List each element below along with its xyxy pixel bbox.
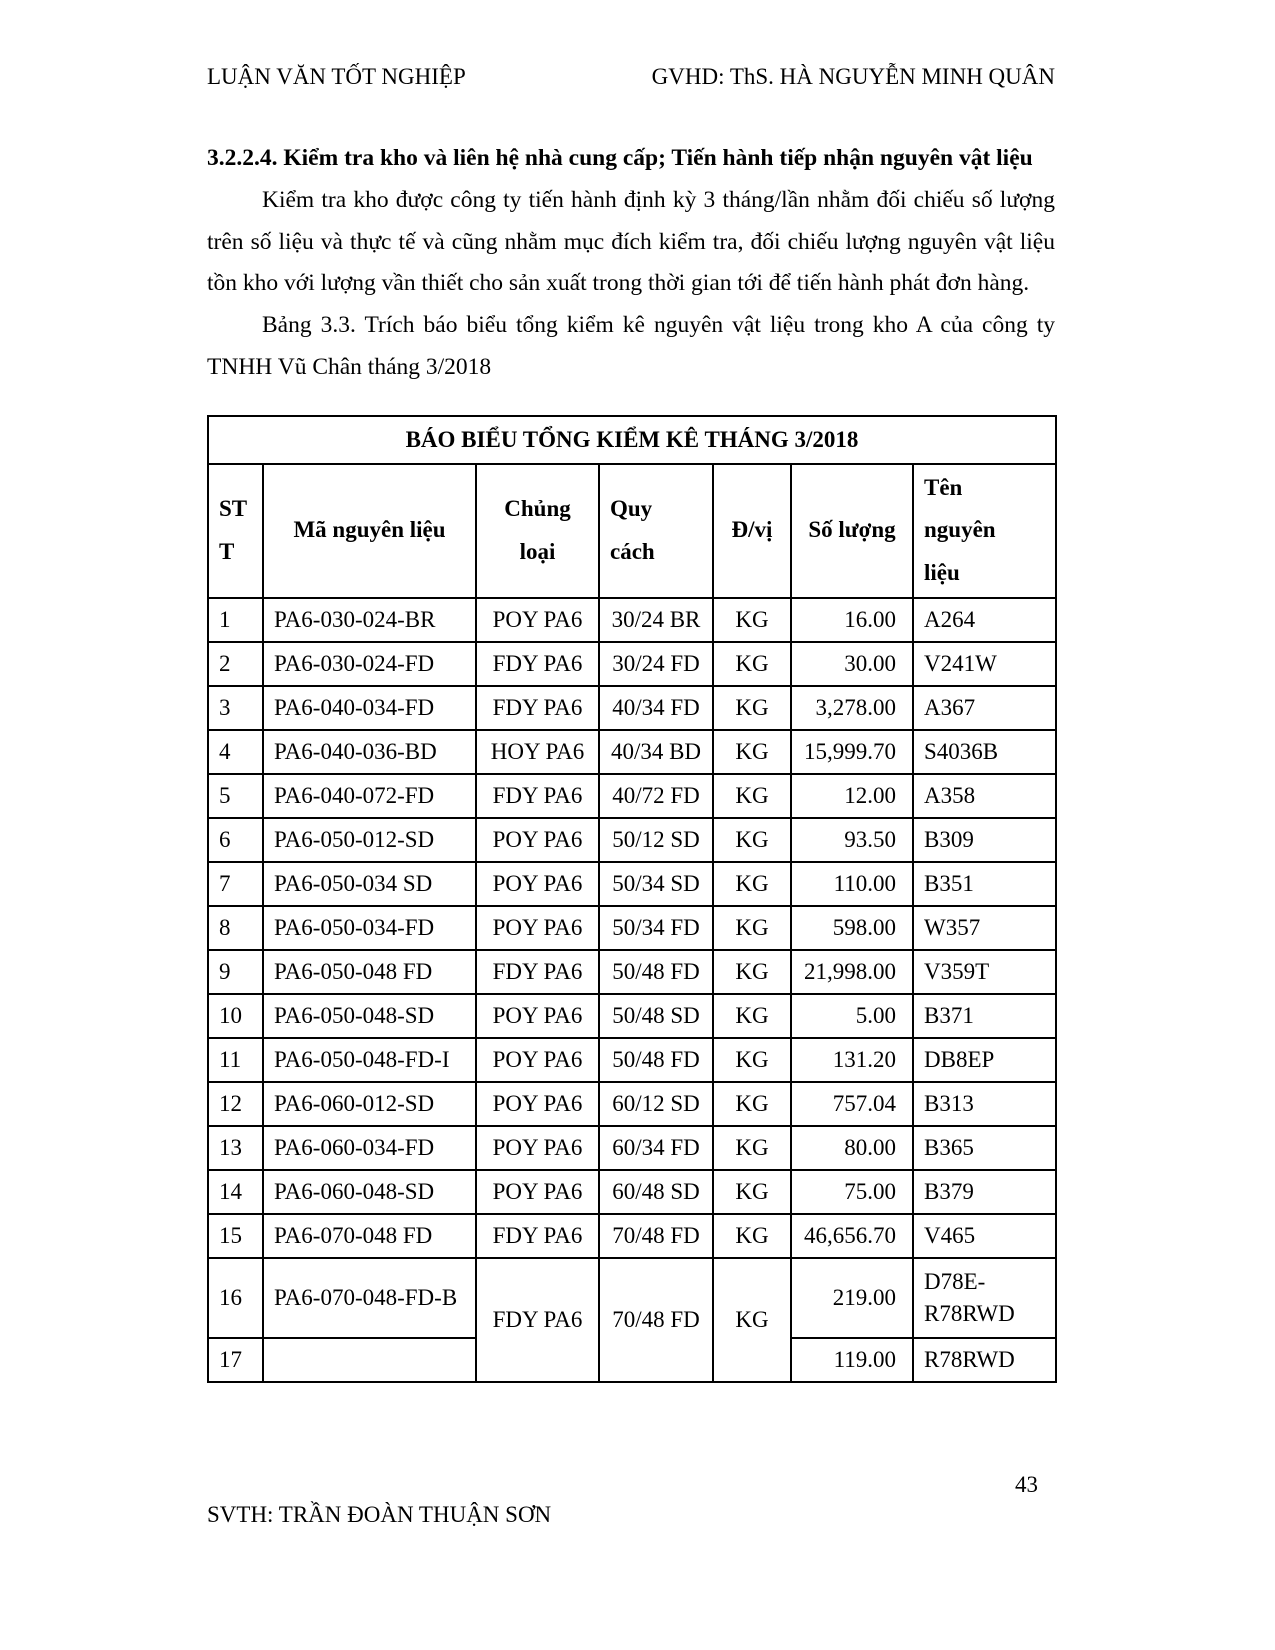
cell-soluong: 21,998.00 <box>791 950 913 994</box>
cell-ten: B365 <box>913 1126 1056 1170</box>
cell-soluong: 16.00 <box>791 598 913 642</box>
cell-quy: 60/48 SD <box>599 1170 713 1214</box>
cell-dvi: KG <box>713 730 791 774</box>
cell-chung: FDY PA6 <box>476 1258 599 1382</box>
cell-stt: 6 <box>208 818 263 862</box>
table-row <box>208 862 1056 906</box>
cell-dvi: KG <box>713 686 791 730</box>
table-row <box>208 1170 1056 1214</box>
cell-dvi: KG <box>713 950 791 994</box>
table-row <box>208 1126 1056 1170</box>
cell-chung: FDY PA6 <box>476 950 599 994</box>
cell-stt: 1 <box>208 598 263 642</box>
cell-dvi: KG <box>713 774 791 818</box>
cell-dvi: KG <box>713 1038 791 1082</box>
cell-ten: W357 <box>913 906 1056 950</box>
table-row <box>208 774 1056 818</box>
cell-ten: V359T <box>913 950 1056 994</box>
column-header-ten-nguyen-lieu-label: Tên nguyên liệu <box>924 474 996 585</box>
cell-quy: 40/34 FD <box>599 686 713 730</box>
cell-ten: V241W <box>913 642 1056 686</box>
cell-ma: PA6-050-034 SD <box>263 862 476 906</box>
table-row <box>208 818 1056 862</box>
cell-ten: DB8EP <box>913 1038 1056 1082</box>
inventory-table <box>207 415 1057 1383</box>
cell-ten: S4036B <box>913 730 1056 774</box>
cell-ma: PA6-070-048 FD <box>263 1214 476 1258</box>
cell-dvi: KG <box>713 1082 791 1126</box>
section-heading: 3.2.2.4. Kiểm tra kho và liên hệ nhà cung cấp; Tiến hành tiếp nhận nguyên vật liệu <box>207 144 1033 171</box>
table-row <box>208 994 1056 1038</box>
cell-dvi: KG <box>713 994 791 1038</box>
cell-ma: PA6-040-036-BD <box>263 730 476 774</box>
cell-quy: 70/48 FD <box>599 1214 713 1258</box>
cell-ma: PA6-030-024-BR <box>263 598 476 642</box>
cell-soluong: 75.00 <box>791 1170 913 1214</box>
cell-stt: 15 <box>208 1214 263 1258</box>
cell-stt: 16 <box>208 1258 263 1338</box>
cell-ma: PA6-050-048-FD-I <box>263 1038 476 1082</box>
cell-ten: A264 <box>913 598 1056 642</box>
cell-chung: POY PA6 <box>476 1082 599 1126</box>
cell-quy: 50/48 SD <box>599 994 713 1038</box>
cell-ten: D78E-R78RWD <box>913 1258 1056 1338</box>
cell-chung: FDY PA6 <box>476 774 599 818</box>
cell-ma: PA6-050-048 FD <box>263 950 476 994</box>
cell-ma: PA6-040-072-FD <box>263 774 476 818</box>
cell-soluong: 219.00 <box>791 1258 913 1338</box>
column-header-quy-cach: Quy cách <box>599 464 713 598</box>
cell-stt: 4 <box>208 730 263 774</box>
column-header-don-vi: Đ/vị <box>713 464 791 598</box>
header-right: GVHD: ThS. HÀ NGUYỄN MINH QUÂN <box>651 64 1055 89</box>
cell-soluong: 119.00 <box>791 1338 913 1382</box>
cell-chung: POY PA6 <box>476 1038 599 1082</box>
column-header-ten-nguyen-lieu <box>913 464 1056 598</box>
cell-ma: PA6-040-034-FD <box>263 686 476 730</box>
cell-chung: POY PA6 <box>476 598 599 642</box>
cell-quy: 60/34 FD <box>599 1126 713 1170</box>
table-row <box>208 1082 1056 1126</box>
cell-ma: PA6-060-012-SD <box>263 1082 476 1126</box>
column-header-ma-nguyen-lieu: Mã nguyên liệu <box>263 464 476 598</box>
cell-soluong: 93.50 <box>791 818 913 862</box>
cell-stt: 13 <box>208 1126 263 1170</box>
cell-stt: 10 <box>208 994 263 1038</box>
footer-svth: SVTH: TRẦN ĐOÀN THUẬN SƠN <box>207 1502 552 1527</box>
cell-ma: PA6-050-012-SD <box>263 818 476 862</box>
cell-dvi: KG <box>713 1170 791 1214</box>
table-row <box>208 642 1056 686</box>
table-row <box>208 730 1056 774</box>
cell-soluong: 110.00 <box>791 862 913 906</box>
cell-chung: POY PA6 <box>476 862 599 906</box>
table-caption: Bảng 3.3. Trích báo biểu tổng kiểm kê nguyên vật liệu trong kho A của công ty TNHH Vũ Chân tháng 3/2018 <box>207 312 1055 381</box>
table-header-row <box>208 464 1056 598</box>
cell-soluong: 131.20 <box>791 1038 913 1082</box>
cell-chung: FDY PA6 <box>476 686 599 730</box>
cell-ma: PA6-050-048-SD <box>263 994 476 1038</box>
cell-ma: PA6-050-034-FD <box>263 906 476 950</box>
cell-stt: 3 <box>208 686 263 730</box>
cell-chung: POY PA6 <box>476 1126 599 1170</box>
cell-ten: B351 <box>913 862 1056 906</box>
cell-dvi: KG <box>713 642 791 686</box>
inventory-table-body <box>208 598 1056 1382</box>
cell-quy: 50/34 SD <box>599 862 713 906</box>
cell-quy: 50/34 FD <box>599 906 713 950</box>
column-header-so-luong: Số lượng <box>791 464 913 598</box>
cell-ten: A358 <box>913 774 1056 818</box>
page-number: 43 <box>1015 1472 1038 1497</box>
cell-quy: 50/48 FD <box>599 950 713 994</box>
table-title-row <box>208 416 1056 464</box>
cell-soluong: 3,278.00 <box>791 686 913 730</box>
table-row <box>208 950 1056 994</box>
cell-chung: FDY PA6 <box>476 642 599 686</box>
cell-dvi: KG <box>713 906 791 950</box>
cell-stt: 5 <box>208 774 263 818</box>
cell-ma <box>263 1338 476 1382</box>
cell-chung: FDY PA6 <box>476 1214 599 1258</box>
cell-quy: 70/48 FD <box>599 1258 713 1382</box>
cell-soluong: 598.00 <box>791 906 913 950</box>
cell-quy: 50/12 SD <box>599 818 713 862</box>
cell-ten: B313 <box>913 1082 1056 1126</box>
cell-chung: POY PA6 <box>476 818 599 862</box>
cell-stt: 17 <box>208 1338 263 1382</box>
cell-quy: 30/24 BR <box>599 598 713 642</box>
cell-dvi: KG <box>713 862 791 906</box>
cell-stt: 12 <box>208 1082 263 1126</box>
cell-stt: 14 <box>208 1170 263 1214</box>
column-header-stt: STT <box>208 464 263 598</box>
cell-ma: PA6-030-024-FD <box>263 642 476 686</box>
header-left: LUẬN VĂN TỐT NGHIỆP <box>207 64 466 89</box>
cell-ma: PA6-060-034-FD <box>263 1126 476 1170</box>
cell-ten: B379 <box>913 1170 1056 1214</box>
cell-ten: R78RWD <box>913 1338 1056 1382</box>
cell-quy: 30/24 FD <box>599 642 713 686</box>
table-title: BÁO BIỂU TỔNG KIỂM KÊ THÁNG 3/2018 <box>208 416 1056 464</box>
cell-soluong: 5.00 <box>791 994 913 1038</box>
cell-quy: 40/72 FD <box>599 774 713 818</box>
table-row <box>208 598 1056 642</box>
page-header <box>207 62 1055 92</box>
cell-chung: POY PA6 <box>476 994 599 1038</box>
cell-quy: 40/34 BD <box>599 730 713 774</box>
cell-soluong: 46,656.70 <box>791 1214 913 1258</box>
cell-soluong: 80.00 <box>791 1126 913 1170</box>
table-row <box>208 906 1056 950</box>
cell-quy: 50/48 FD <box>599 1038 713 1082</box>
cell-stt: 8 <box>208 906 263 950</box>
cell-stt: 7 <box>208 862 263 906</box>
cell-stt: 2 <box>208 642 263 686</box>
cell-dvi: KG <box>713 1214 791 1258</box>
cell-ten: B371 <box>913 994 1056 1038</box>
cell-ten: V465 <box>913 1214 1056 1258</box>
cell-dvi: KG <box>713 598 791 642</box>
cell-stt: 11 <box>208 1038 263 1082</box>
cell-ten: B309 <box>913 818 1056 862</box>
cell-soluong: 12.00 <box>791 774 913 818</box>
cell-quy: 60/12 SD <box>599 1082 713 1126</box>
cell-chung: POY PA6 <box>476 1170 599 1214</box>
paragraph-inventory-check: Kiểm tra kho được công ty tiến hành định kỳ 3 tháng/lần nhằm đối chiếu số lượng trên số liệu và thực tế và cũng nhằm mục đích kiểm tra, đối chiếu lượng nguyên vật liệu tồn kho với lượng vần thiết cho sản xuất trong thời gian tới để tiến hành phát đơn hàng. <box>207 186 1055 297</box>
cell-dvi: KG <box>713 1258 791 1382</box>
table-row <box>208 1038 1056 1082</box>
cell-ten: A367 <box>913 686 1056 730</box>
cell-chung: POY PA6 <box>476 906 599 950</box>
cell-ma: PA6-070-048-FD-B <box>263 1258 476 1338</box>
cell-stt: 9 <box>208 950 263 994</box>
cell-soluong: 15,999.70 <box>791 730 913 774</box>
cell-chung: HOY PA6 <box>476 730 599 774</box>
table-row <box>208 1214 1056 1258</box>
table-row <box>208 1258 1056 1338</box>
cell-dvi: KG <box>713 818 791 862</box>
cell-dvi: KG <box>713 1126 791 1170</box>
cell-ma: PA6-060-048-SD <box>263 1170 476 1214</box>
cell-soluong: 30.00 <box>791 642 913 686</box>
table-row <box>208 686 1056 730</box>
column-header-chung-loai: Chủng loại <box>476 464 599 598</box>
cell-soluong: 757.04 <box>791 1082 913 1126</box>
